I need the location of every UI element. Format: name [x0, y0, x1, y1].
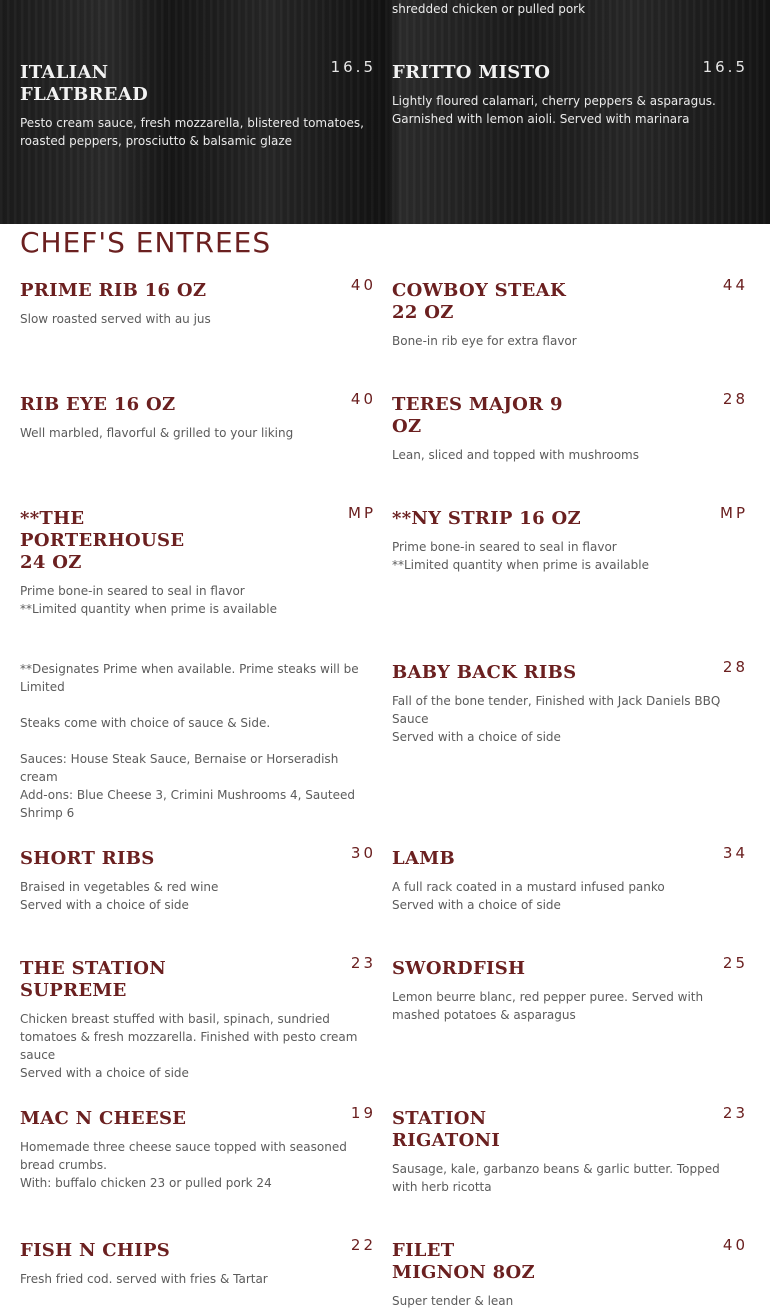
menu-item-station-rigatoni [392, 1104, 748, 1196]
item-price: 28 [722, 658, 748, 676]
menu-item-teres-major [392, 390, 748, 464]
menu-item-fish-n-chips [20, 1236, 376, 1288]
steak-notes [20, 660, 376, 840]
menu-item-station-supreme [20, 954, 376, 1082]
menu-item-short-ribs [20, 844, 376, 914]
item-description: Homemade three cheese sauce topped with seasoned bread crumbs. With: buffalo chicken 23 or pulled pork 24 [20, 1140, 347, 1190]
item-name: FRITTO MISTO [392, 62, 551, 83]
menu-item-lamb [392, 844, 748, 914]
item-price: MP [720, 504, 748, 522]
menu-item-prime-rib [20, 276, 376, 328]
item-description: Fall of the bone tender, Finished with Jack Daniels BBQ Sauce Served with a choice of side [392, 694, 721, 744]
menu-item-cowboy-steak [392, 276, 748, 350]
note-text: Sauces: House Steak Sauce, Bernaise or Horseradish cream Add-ons: Blue Cheese 3, Crimini Mushrooms 4, Sauteed Shrimp 6 [20, 752, 355, 820]
item-price: 23 [350, 954, 376, 972]
item-price: 30 [350, 844, 376, 862]
item-name: SWORDFISH [392, 958, 526, 979]
item-description: A full rack coated in a mustard infused panko Served with a choice of side [392, 880, 665, 912]
menu-item-ny-strip [392, 504, 748, 574]
item-name: TERES MAJOR 9 OZ [392, 394, 563, 437]
menu-item-porterhouse [20, 504, 376, 618]
item-description: shredded chicken or pulled pork [392, 2, 586, 16]
item-price: 16.5 [330, 58, 376, 76]
item-description: Fresh fried cod. served with fries & Tartar [20, 1272, 268, 1286]
item-name: **THE PORTERHOUSE 24 OZ [20, 508, 185, 573]
item-name: STATION RIGATONI [392, 1108, 501, 1151]
item-price: 16.5 [702, 58, 748, 76]
item-price: 22 [350, 1236, 376, 1254]
item-description: Prime bone-in seared to seal in flavor **Limited quantity when prime is available [392, 540, 649, 572]
note-text: Steaks come with choice of sauce & Side. [20, 716, 271, 730]
item-description: Sausage, kale, garbanzo beans & garlic butter. Topped with herb ricotta [392, 1162, 720, 1194]
item-description: Super tender & lean [392, 1294, 514, 1308]
item-name: FISH N CHIPS [20, 1240, 171, 1261]
item-price: MP [348, 504, 376, 522]
item-name: SHORT RIBS [20, 848, 155, 869]
note-text: **Designates Prime when available. Prime steaks will be Limited [20, 662, 359, 694]
item-description: Prime bone-in seared to seal in flavor **Limited quantity when prime is available [20, 584, 277, 616]
item-name: MAC N CHEESE [20, 1108, 187, 1129]
menu-item-baby-back-ribs [392, 658, 748, 746]
item-price: 23 [722, 1104, 748, 1122]
item-price: 44 [722, 276, 748, 294]
menu-item-mac-n-cheese [20, 1104, 376, 1192]
item-price: 19 [350, 1104, 376, 1122]
menu-item-swordfish [392, 954, 748, 1024]
item-name: RIB EYE 16 OZ [20, 394, 176, 415]
menu-item-fritto-misto [392, 58, 748, 128]
item-name: **NY STRIP 16 OZ [392, 508, 581, 529]
menu-item-filet-mignon [392, 1236, 748, 1310]
item-name: FILET MIGNON 8OZ [392, 1240, 535, 1283]
menu-item-rib-eye [20, 390, 376, 442]
item-name: ITALIAN FLATBREAD [20, 62, 148, 105]
item-price: 25 [722, 954, 748, 972]
item-description: Lightly floured calamari, cherry peppers & asparagus. Garnished with lemon aioli. Served with marinara [392, 94, 716, 126]
item-name: LAMB [392, 848, 455, 869]
item-description: Well marbled, flavorful & grilled to your liking [20, 426, 294, 440]
item-description: Lean, sliced and topped with mushrooms [392, 448, 639, 462]
item-price: 28 [722, 390, 748, 408]
item-description: Chicken breast stuffed with basil, spinach, sundried tomatoes & fresh mozzarella. Finished with pesto cream sauce Served with a choice of side [20, 1012, 358, 1080]
item-price: 40 [350, 390, 376, 408]
item-name: PRIME RIB 16 OZ [20, 280, 207, 301]
item-name: COWBOY STEAK 22 OZ [392, 280, 566, 323]
menu-item-italian-flatbread [20, 58, 376, 150]
item-name: BABY BACK RIBS [392, 662, 577, 683]
item-name: THE STATION SUPREME [20, 958, 167, 1001]
item-description: Bone-in rib eye for extra flavor [392, 334, 577, 348]
appetizer-dark-banner [0, 0, 770, 224]
item-price: 40 [722, 1236, 748, 1254]
item-price: 34 [722, 844, 748, 862]
item-description: Slow roasted served with au jus [20, 312, 211, 326]
item-description: Lemon beurre blanc, red pepper puree. Served with mashed potatoes & asparagus [392, 990, 704, 1022]
section-title: CHEF'S ENTREES [20, 226, 272, 259]
item-description: Pesto cream sauce, fresh mozzarella, blistered tomatoes, roasted peppers, prosciutto & balsamic glaze [20, 116, 364, 148]
item-price: 40 [350, 276, 376, 294]
item-description: Braised in vegetables & red wine Served with a choice of side [20, 880, 219, 912]
